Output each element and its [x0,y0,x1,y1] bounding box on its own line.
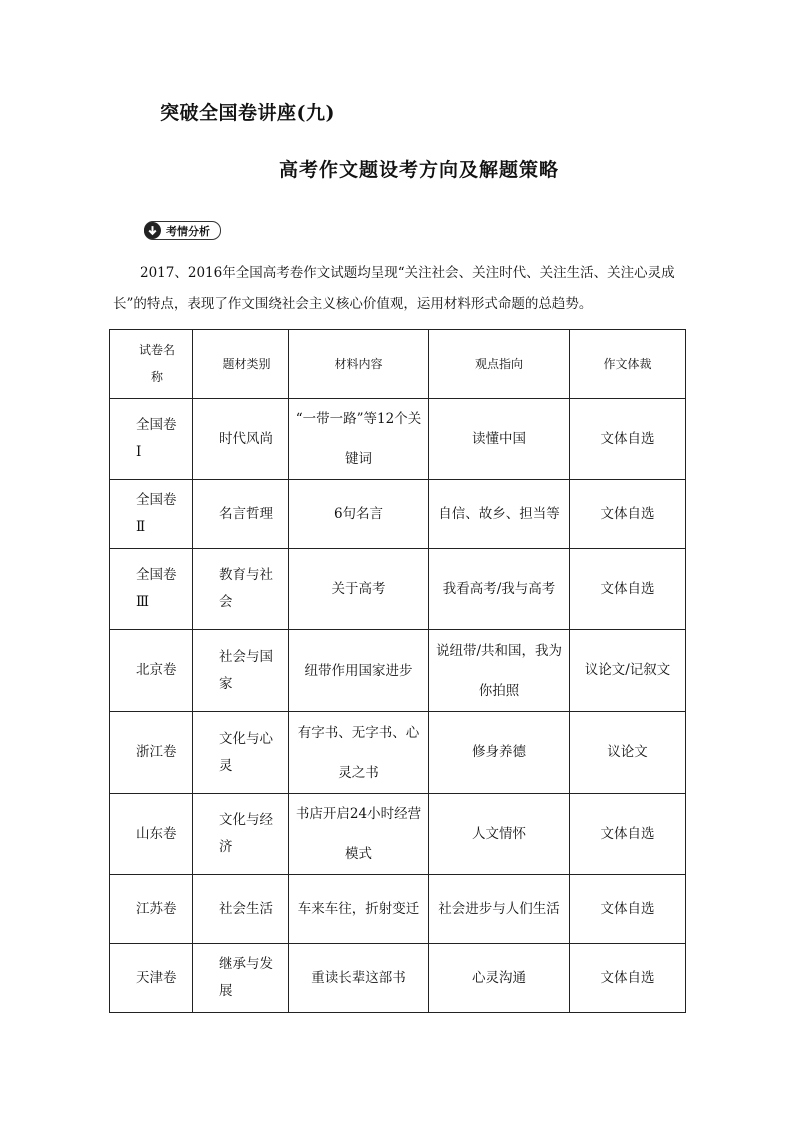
table-row [110,944,686,1013]
table-row [110,712,686,794]
header-paper: 试卷名称 [110,330,193,399]
header-material: 材料内容 [289,330,429,399]
header-genre: 作文体裁 [570,330,686,399]
material-cell: 纽带作用国家进步 [289,630,429,712]
table-header-row [110,330,686,399]
paper-cell: 全国卷Ⅰ [110,399,193,480]
header-viewpoint: 观点指向 [429,330,570,399]
material-cell: 书店开启24小时经营模式 [289,794,429,875]
viewpoint-cell: 心灵沟通 [429,944,570,1013]
category-cell: 文化与经济 [193,794,289,875]
paper-cell: 全国卷Ⅲ [110,549,193,630]
material-cell: 有字书、无字书、心灵之书 [289,712,429,794]
viewpoint-cell: 社会进步与人们生活 [429,875,570,944]
arrow-down-icon [144,222,161,239]
table-row [110,480,686,549]
material-cell: 6句名言 [289,480,429,549]
table-row [110,399,686,480]
table-row [110,630,686,712]
genre-cell: 文体自选 [570,794,686,875]
viewpoint-cell: 我看高考/我与高考 [429,549,570,630]
genre-cell: 文体自选 [570,875,686,944]
paper-cell: 全国卷Ⅱ [110,480,193,549]
paper-cell: 江苏卷 [110,875,193,944]
paper-cell: 北京卷 [110,630,193,712]
viewpoint-cell: 说纽带/共和国，我为你拍照 [429,630,570,712]
material-cell: “一带一路”等12个关键词 [289,399,429,480]
table-row [110,875,686,944]
genre-cell: 文体自选 [570,944,686,1013]
viewpoint-cell: 人文情怀 [429,794,570,875]
badge-label: 考情分析 [166,224,210,238]
table-row [110,794,686,875]
section-badge [144,221,221,240]
category-cell: 社会与国家 [193,630,289,712]
material-cell: 车来车往，折射变迁 [289,875,429,944]
lecture-title: 突破全国卷讲座(九) [160,102,335,124]
category-cell: 文化与心灵 [193,712,289,794]
intro-paragraph: 2017、2016年全国高考卷作文试题均呈现“关注社会、关注时代、关注生活、关注心灵成长”的特点，表现了作文围绕社会主义核心价值观，运用材料形式命题的总趋势。 [113,265,675,312]
genre-cell: 文体自选 [570,399,686,480]
category-cell: 继承与发展 [193,944,289,1013]
category-cell: 教育与社会 [193,549,289,630]
viewpoint-cell: 读懂中国 [429,399,570,480]
table-row [110,549,686,630]
paper-cell: 山东卷 [110,794,193,875]
category-cell: 时代风尚 [193,399,289,480]
material-cell: 关于高考 [289,549,429,630]
category-cell: 名言哲理 [193,480,289,549]
material-cell: 重读长辈这部书 [289,944,429,1013]
viewpoint-cell: 修身养德 [429,712,570,794]
main-title: 高考作文题设考方向及解题策略 [278,159,559,181]
exam-topic-table [109,329,686,1013]
paper-cell: 天津卷 [110,944,193,1013]
genre-cell: 文体自选 [570,549,686,630]
genre-cell: 议论文 [570,712,686,794]
genre-cell: 文体自选 [570,480,686,549]
viewpoint-cell: 自信、故乡、担当等 [429,480,570,549]
paper-cell: 浙江卷 [110,712,193,794]
header-category: 题材类别 [193,330,289,399]
category-cell: 社会生活 [193,875,289,944]
genre-cell: 议论文/记叙文 [570,630,686,712]
